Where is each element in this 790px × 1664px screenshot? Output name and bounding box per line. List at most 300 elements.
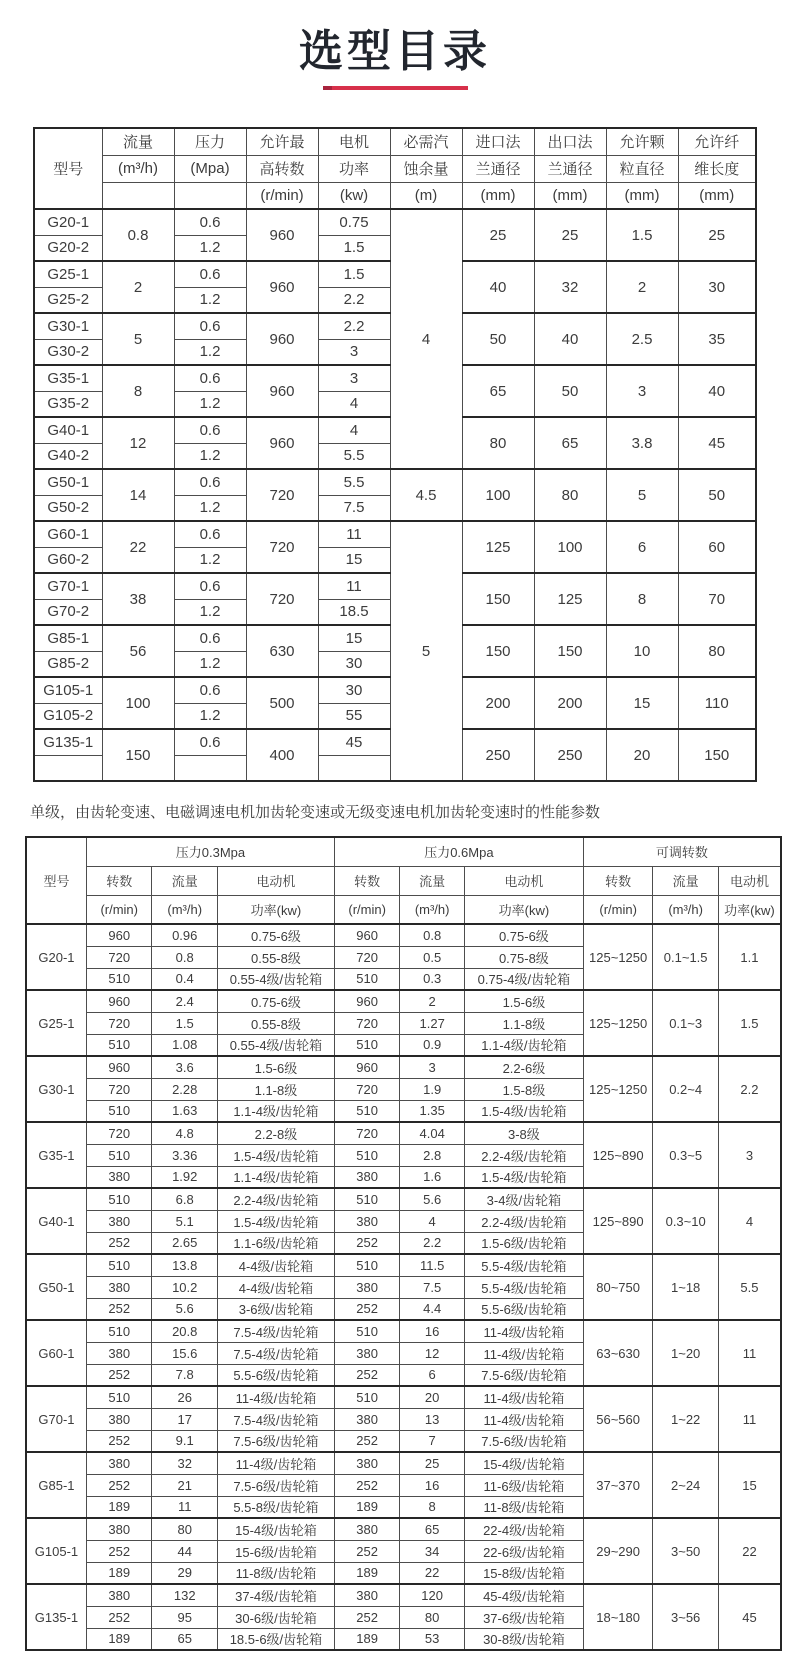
header-cell: 流量: [102, 128, 174, 155]
table-cell: 2.2: [318, 287, 390, 313]
table-cell: 3-4级/齿轮箱: [464, 1188, 583, 1210]
table-cell: 7.5-4级/齿轮箱: [217, 1320, 334, 1342]
table-cell: 0.6: [174, 521, 246, 547]
header-cell: [102, 182, 174, 209]
table-cell: 11-8级/齿轮箱: [464, 1496, 583, 1518]
table-cell: G40-1: [26, 1188, 86, 1254]
page-title: 选型目录: [299, 27, 491, 76]
table-cell: 3.6: [152, 1056, 218, 1078]
table-cell: 0.6: [174, 625, 246, 651]
table-cell: 11: [718, 1320, 781, 1386]
table-cell: 45-4级/齿轮箱: [464, 1584, 583, 1606]
header-cell: (m³/h): [102, 155, 174, 182]
table-cell: 960: [246, 313, 318, 365]
header-cell: 功率: [318, 155, 390, 182]
header-cell: 出口法: [534, 128, 606, 155]
header-cell: 流量: [653, 866, 719, 895]
table-cell: 13.8: [152, 1254, 218, 1276]
table-cell: 380: [334, 1452, 400, 1474]
header-cell: 允许最: [246, 128, 318, 155]
table-cell: G35-1: [34, 365, 102, 391]
header-cell: 流量: [152, 866, 218, 895]
table-cell: 60: [678, 521, 756, 573]
title-underline-accent: [323, 86, 468, 90]
table-cell: 1.5-6级: [464, 990, 583, 1012]
table-cell: 510: [86, 1100, 152, 1122]
table-cell: 4.04: [400, 1122, 465, 1144]
table-cell: 5: [606, 469, 678, 521]
table-cell: G25-1: [34, 261, 102, 287]
table-cell: 5.1: [152, 1210, 218, 1232]
table-cell: 11-4级/齿轮箱: [464, 1342, 583, 1364]
table-cell: 7.5-4级/齿轮箱: [217, 1408, 334, 1430]
table-cell: 3-8级: [464, 1122, 583, 1144]
table-cell: 0.6: [174, 417, 246, 443]
table-cell: 510: [334, 1034, 400, 1056]
table-cell: 65: [462, 365, 534, 417]
table-cell: 125~1250: [583, 990, 653, 1056]
table-cell: 0.6: [174, 677, 246, 703]
table-cell: 720: [86, 1122, 152, 1144]
table-cell: 2: [102, 261, 174, 313]
table-cell: 0.6: [174, 573, 246, 599]
table-cell: 3-6级/齿轮箱: [217, 1298, 334, 1320]
table-cell: 510: [86, 1320, 152, 1342]
table-cell: 630: [246, 625, 318, 677]
table-cell: 252: [86, 1606, 152, 1628]
table-cell: 29: [152, 1562, 218, 1584]
table-cell: 0.96: [152, 924, 218, 946]
table-cell: 252: [86, 1474, 152, 1496]
table-cell: 22: [718, 1518, 781, 1584]
table-cell: 2: [400, 990, 465, 1012]
table-cell: 4-4级/齿轮箱: [217, 1254, 334, 1276]
table-cell: G70-1: [34, 573, 102, 599]
table-cell: 1.5-6级: [217, 1056, 334, 1078]
table-cell: 5.6: [400, 1188, 465, 1210]
table-cell: 720: [334, 1122, 400, 1144]
table-cell: 0.6: [174, 469, 246, 495]
table-cell: 0.75: [318, 209, 390, 235]
table-cell: 3~50: [653, 1518, 719, 1584]
table-cell: 11-4级/齿轮箱: [217, 1386, 334, 1408]
table-cell: G50-1: [26, 1254, 86, 1320]
table-cell: 4.4: [400, 1298, 465, 1320]
table-cell: 15: [606, 677, 678, 729]
table-cell: 380: [86, 1276, 152, 1298]
table-cell: 380: [334, 1276, 400, 1298]
header-cell: 转数: [583, 866, 653, 895]
table-cell: 4.8: [152, 1122, 218, 1144]
table-cell: 10: [606, 625, 678, 677]
table-cell: 150: [462, 625, 534, 677]
table-cell: 11-6级/齿轮箱: [464, 1474, 583, 1496]
table-cell: 380: [86, 1584, 152, 1606]
header-cell: 压力0.3Mpa: [86, 837, 334, 866]
table-cell: 5: [390, 521, 462, 781]
table-cell: G30-1: [34, 313, 102, 339]
header-cell: 进口法: [462, 128, 534, 155]
table-cell: 1.08: [152, 1034, 218, 1056]
table-cell: 720: [86, 1012, 152, 1034]
header-cell: [174, 182, 246, 209]
table-cell: 5.5-6级/齿轮箱: [464, 1298, 583, 1320]
table-cell: 380: [334, 1518, 400, 1540]
table-cell: 11: [152, 1496, 218, 1518]
table-cell: 22-4级/齿轮箱: [464, 1518, 583, 1540]
table-cell: 20: [400, 1386, 465, 1408]
table-cell: 30: [318, 651, 390, 677]
table-cell: 25: [534, 209, 606, 261]
table-cell: G30-1: [26, 1056, 86, 1122]
table-cell: 40: [462, 261, 534, 313]
table-cell: 11-8级/齿轮箱: [217, 1562, 334, 1584]
table-cell: 30-8级/齿轮箱: [464, 1628, 583, 1650]
header-cell: (Mpa): [174, 155, 246, 182]
table-cell: 2.2: [318, 313, 390, 339]
table-cell: 20: [606, 729, 678, 781]
table-cell: 960: [334, 924, 400, 946]
table-cell: 2.2-8级: [217, 1122, 334, 1144]
table-cell: 189: [334, 1496, 400, 1518]
table-cell: 0.55-8级: [217, 1012, 334, 1034]
table-cell: 125~890: [583, 1122, 653, 1188]
table-cell: 8: [400, 1496, 465, 1518]
header-cell: (m): [390, 182, 462, 209]
table-cell: 7: [400, 1430, 465, 1452]
table-cell: 0.6: [174, 365, 246, 391]
table-cell: 1.5-4级/齿轮箱: [217, 1210, 334, 1232]
table-cell: 380: [334, 1584, 400, 1606]
table-cell: 40: [534, 313, 606, 365]
header-cell: (r/min): [583, 895, 653, 924]
table-cell: 11-4级/齿轮箱: [217, 1452, 334, 1474]
header-cell: 高转数: [246, 155, 318, 182]
table-cell: 1.2: [174, 703, 246, 729]
table-cell: 7.5-6级/齿轮箱: [464, 1430, 583, 1452]
table-cell: 0.55-4级/齿轮箱: [217, 968, 334, 990]
table-cell: 11: [318, 573, 390, 599]
table-cell: 50: [462, 313, 534, 365]
table-cell: 34: [400, 1540, 465, 1562]
table-cell: 1.1-4级/齿轮箱: [217, 1100, 334, 1122]
table-cell: 720: [246, 521, 318, 573]
table-cell: 44: [152, 1540, 218, 1562]
table-cell: 30-6级/齿轮箱: [217, 1606, 334, 1628]
table-cell: 3~56: [653, 1584, 719, 1650]
table-cell: G70-2: [34, 599, 102, 625]
table-cell: 17: [152, 1408, 218, 1430]
table-cell: 3.36: [152, 1144, 218, 1166]
header-cell: 粒直径: [606, 155, 678, 182]
table-cell: 380: [86, 1408, 152, 1430]
table-cell: 510: [86, 1144, 152, 1166]
table-cell: 252: [334, 1430, 400, 1452]
table-cell: 7.5-6级/齿轮箱: [464, 1364, 583, 1386]
table-cell: 125: [462, 521, 534, 573]
table-cell: G20-2: [34, 235, 102, 261]
table-cell: 15: [718, 1452, 781, 1518]
table-cell: 37-6级/齿轮箱: [464, 1606, 583, 1628]
table-cell: 1~18: [653, 1254, 719, 1320]
table-cell: 80: [534, 469, 606, 521]
table-cell: 80: [400, 1606, 465, 1628]
table-cell: 380: [86, 1210, 152, 1232]
header-cell: (m³/h): [152, 895, 218, 924]
table-cell: G35-2: [34, 391, 102, 417]
table-cell: 0.6: [174, 729, 246, 755]
table-cell: 22-6级/齿轮箱: [464, 1540, 583, 1562]
table-cell: 720: [334, 946, 400, 968]
header-cell: 压力0.6Mpa: [334, 837, 583, 866]
table-cell: 2.28: [152, 1078, 218, 1100]
table-cell: 720: [334, 1012, 400, 1034]
table-cell: 960: [334, 1056, 400, 1078]
table-cell: 37~370: [583, 1452, 653, 1518]
table-cell: 150: [462, 573, 534, 625]
table-cell: 252: [86, 1298, 152, 1320]
table-cell: 0.75-6级: [217, 924, 334, 946]
table-cell: 380: [334, 1342, 400, 1364]
table-cell: 189: [86, 1496, 152, 1518]
table-cell: 510: [334, 1320, 400, 1342]
table-cell: 1.5-4级/齿轮箱: [464, 1166, 583, 1188]
table-cell: 1.35: [400, 1100, 465, 1122]
header-cell: (r/min): [86, 895, 152, 924]
table-cell: 11-4级/齿轮箱: [464, 1408, 583, 1430]
table-cell: 0.1~1.5: [653, 924, 719, 990]
table-cell: G40-1: [34, 417, 102, 443]
table-cell: 1.1: [718, 924, 781, 990]
table-cell: 189: [334, 1562, 400, 1584]
table-cell: 0.75-8级: [464, 946, 583, 968]
header-cell: (mm): [606, 182, 678, 209]
table-cell: [34, 755, 102, 781]
table-cell: 380: [334, 1408, 400, 1430]
header-cell: 电机: [318, 128, 390, 155]
table-cell: 7.5-6级/齿轮箱: [217, 1430, 334, 1452]
table-cell: 0.5: [400, 946, 465, 968]
table-cell: 6: [606, 521, 678, 573]
table-cell: 55: [318, 703, 390, 729]
table-cell: 0.55-8级: [217, 946, 334, 968]
table-cell: 7.5: [318, 495, 390, 521]
table-cell: G105-1: [34, 677, 102, 703]
table-cell: 5.5-8级/齿轮箱: [217, 1496, 334, 1518]
table-cell: 500: [246, 677, 318, 729]
table-cell: 1.9: [400, 1078, 465, 1100]
table-cell: 38: [102, 573, 174, 625]
header-cell: 功率(kw): [718, 895, 781, 924]
table-cell: 380: [86, 1342, 152, 1364]
table-cell: 510: [334, 1144, 400, 1166]
table-cell: 120: [400, 1584, 465, 1606]
table-cell: 380: [86, 1452, 152, 1474]
table-cell: 1.5-6级/齿轮箱: [464, 1232, 583, 1254]
table-cell: 65: [152, 1628, 218, 1650]
table-cell: 8: [606, 573, 678, 625]
header-cell: 允许纤: [678, 128, 756, 155]
table-cell: 50: [678, 469, 756, 521]
table-cell: 12: [102, 417, 174, 469]
table-cell: 960: [86, 1056, 152, 1078]
table-cell: 1~22: [653, 1386, 719, 1452]
table-cell: 95: [152, 1606, 218, 1628]
table-cell: 29~290: [583, 1518, 653, 1584]
table-cell: 1.5: [152, 1012, 218, 1034]
table-cell: 100: [534, 521, 606, 573]
table-cell: 252: [86, 1540, 152, 1562]
table-cell: 510: [334, 1100, 400, 1122]
table-cell: 13: [400, 1408, 465, 1430]
header-cell: 功率(kw): [464, 895, 583, 924]
table-cell: 960: [246, 209, 318, 261]
table-cell: 510: [334, 1254, 400, 1276]
table-cell: 1.5: [318, 235, 390, 261]
table-cell: 1.5-4级/齿轮箱: [217, 1144, 334, 1166]
table-cell: 4: [400, 1210, 465, 1232]
table-cell: 25: [400, 1452, 465, 1474]
table-cell: 1.2: [174, 339, 246, 365]
table-cell: 30: [318, 677, 390, 703]
header-cell: (r/min): [246, 182, 318, 209]
table-cell: 1.2: [174, 495, 246, 521]
table-cell: 0.75-6级: [464, 924, 583, 946]
table-cell: 40: [678, 365, 756, 417]
table-cell: 720: [86, 946, 152, 968]
table-cell: 4: [318, 417, 390, 443]
table-cell: G85-1: [26, 1452, 86, 1518]
table-cell: 15: [318, 547, 390, 573]
table-cell: 65: [534, 417, 606, 469]
table-cell: 0.6: [174, 313, 246, 339]
table-cell: G105-1: [26, 1518, 86, 1584]
table-cell: 16: [400, 1474, 465, 1496]
table-cell: 1~20: [653, 1320, 719, 1386]
table-cell: 7.8: [152, 1364, 218, 1386]
table-cell: 1.5: [318, 261, 390, 287]
table-cell: 250: [534, 729, 606, 781]
table-cell: 7.5: [400, 1276, 465, 1298]
table-cell: 26: [152, 1386, 218, 1408]
table-cell: 2.2-4级/齿轮箱: [464, 1144, 583, 1166]
table-cell: 125~890: [583, 1188, 653, 1254]
table-cell: 12: [400, 1342, 465, 1364]
table-cell: 80: [462, 417, 534, 469]
table-cell: 5.6: [152, 1298, 218, 1320]
table-cell: 63~630: [583, 1320, 653, 1386]
table-cell: 252: [334, 1474, 400, 1496]
table-cell: 1.27: [400, 1012, 465, 1034]
header-cell: 维长度: [678, 155, 756, 182]
table-cell: 56~560: [583, 1386, 653, 1452]
table-cell: 2.2-4级/齿轮箱: [217, 1188, 334, 1210]
table-cell: 510: [334, 1188, 400, 1210]
table-cell: 15-4级/齿轮箱: [217, 1518, 334, 1540]
table-cell: 510: [86, 1188, 152, 1210]
table-cell: 1.2: [174, 391, 246, 417]
header-cell: 压力: [174, 128, 246, 155]
table-cell: 252: [334, 1298, 400, 1320]
table-cell: 4: [318, 391, 390, 417]
header-cell: 兰通径: [534, 155, 606, 182]
table-cell: 960: [334, 990, 400, 1012]
table-cell: 0.3: [400, 968, 465, 990]
table-cell: 960: [246, 261, 318, 313]
table-cell: 80: [152, 1518, 218, 1540]
table-cell: 11: [718, 1386, 781, 1452]
table-cell: 1.63: [152, 1100, 218, 1122]
table-cell: 45: [318, 729, 390, 755]
table-cell: 380: [334, 1210, 400, 1232]
table-cell: 5.5-6级/齿轮箱: [217, 1364, 334, 1386]
header-cell: (m³/h): [400, 895, 465, 924]
table-cell: 22: [400, 1562, 465, 1584]
table-cell: G20-1: [26, 924, 86, 990]
table-cell: 252: [86, 1430, 152, 1452]
header-cell: (kw): [318, 182, 390, 209]
header-cell: 电动机: [718, 866, 781, 895]
table-cell: 45: [718, 1584, 781, 1650]
table-cell: 5.5-4级/齿轮箱: [464, 1254, 583, 1276]
table-cell: G60-2: [34, 547, 102, 573]
table-cell: 0.9: [400, 1034, 465, 1056]
table-cell: 100: [102, 677, 174, 729]
table-cell: 1.2: [174, 547, 246, 573]
table-cell: 252: [86, 1232, 152, 1254]
table-cell: 1.2: [174, 599, 246, 625]
table-cell: 252: [334, 1606, 400, 1628]
header-cell: 功率(kw): [217, 895, 334, 924]
table-cell: 960: [86, 924, 152, 946]
table-cell: 3.8: [606, 417, 678, 469]
table-cell: [174, 755, 246, 781]
table-cell: G50-2: [34, 495, 102, 521]
table-cell: G85-2: [34, 651, 102, 677]
table-cell: 18.5: [318, 599, 390, 625]
table-cell: 720: [246, 469, 318, 521]
table-cell: 1.2: [174, 287, 246, 313]
table-cell: 2: [606, 261, 678, 313]
table-cell: G25-1: [26, 990, 86, 1056]
selection-table: [33, 127, 757, 782]
table-cell: 70: [678, 573, 756, 625]
table-cell: 510: [86, 1034, 152, 1056]
header-cell: (mm): [462, 182, 534, 209]
table-cell: 510: [86, 1254, 152, 1276]
table-cell: 250: [462, 729, 534, 781]
table-cell: 22: [102, 521, 174, 573]
table-cell: 80~750: [583, 1254, 653, 1320]
table-cell: 4: [390, 209, 462, 469]
table-cell: 0.8: [152, 946, 218, 968]
table-cell: 252: [334, 1364, 400, 1386]
header-cell: 电动机: [217, 866, 334, 895]
table-cell: G50-1: [34, 469, 102, 495]
table-cell: 6: [400, 1364, 465, 1386]
table-cell: G35-1: [26, 1122, 86, 1188]
table-cell: G60-1: [26, 1320, 86, 1386]
table-cell: G60-1: [34, 521, 102, 547]
table-cell: 25: [462, 209, 534, 261]
header-cell: 型号: [26, 837, 86, 924]
table-cell: 35: [678, 313, 756, 365]
header-cell: 型号: [34, 128, 102, 209]
header-cell: 兰通径: [462, 155, 534, 182]
table-cell: 2.8: [400, 1144, 465, 1166]
table-cell: 2.2: [400, 1232, 465, 1254]
table-cell: 200: [534, 677, 606, 729]
